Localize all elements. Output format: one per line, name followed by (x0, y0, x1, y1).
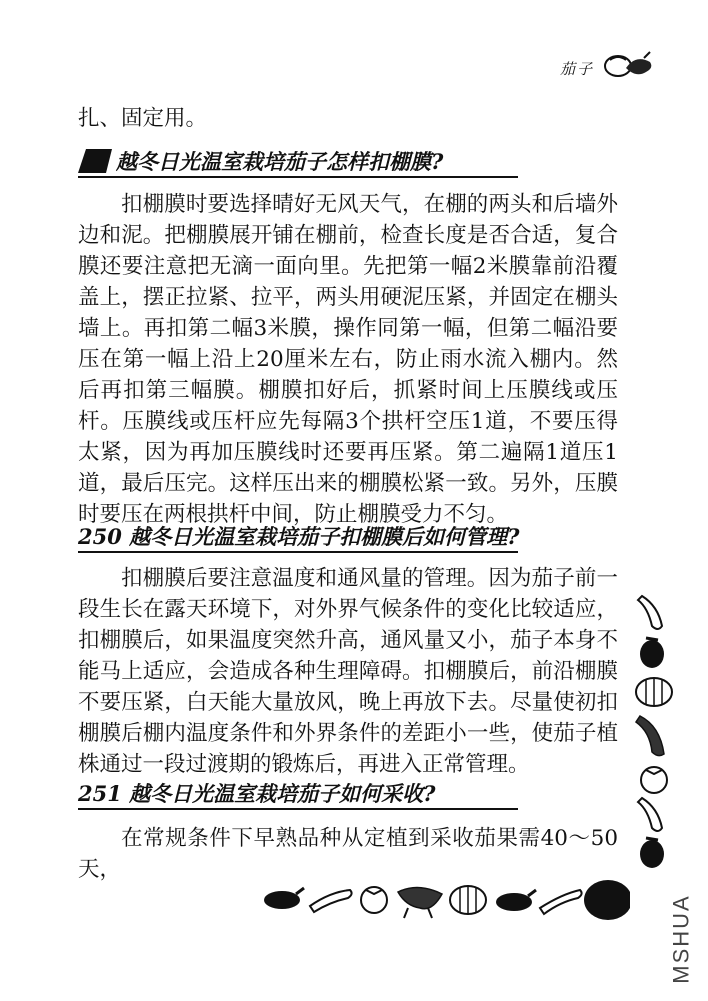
eggplant-icon (496, 890, 536, 911)
question-heading-249 (78, 146, 518, 178)
answer-paragraph-250: 扣棚膜后要注意温度和通风量的管理。因为茄子前一段生长在露天环境下，对外界气候条件的变化比较适应，扣棚膜后，如果温度突然升高，通风量又小，茄子本身不能马上适应，会造成各种生理障碍。扣棚膜后，前沿棚膜不要压紧，白天能大量放风，晚上再放下去。尽量使初扣棚膜后棚内温度条件和外界条件的差距小一些，使茄子植株通过一段过渡期的锻炼后，再进入正常管理。 (78, 566, 618, 777)
cucumber-icon (638, 596, 662, 629)
footer-vegetable-strip (262, 868, 630, 926)
question-title: 251 越冬日光温室栽培茄子如何采收? (78, 781, 436, 806)
pumpkin-icon (636, 678, 672, 706)
cucumber-icon (310, 890, 352, 912)
question-title: 250 越冬日光温室栽培茄子扣棚膜后如何管理? (78, 524, 520, 549)
eggplant-icon (640, 838, 664, 868)
question-heading-250 (78, 521, 518, 553)
cucumber-icon (638, 798, 662, 831)
paragraph-continuation: 扎、固定用。 (78, 106, 208, 131)
watermark (652, 884, 708, 994)
cucumber-icon (540, 890, 582, 914)
answer-paragraph-249: 扣棚膜时要选择晴好无风天气，在棚的两头和后墙外边和泥。把棚膜展开铺在棚前，检查长度是否合适，复合膜还要注意把无滴一面向里。先把第一幅2米膜靠前沿覆盖上，摆正拉紧、拉平，两头用硬泥压紧，并固定在棚头墙上。再扣第二幅3米膜，操作同第一幅，但第二幅沿要压在第一幅上沿上20厘米左右，防止雨水流入棚内。然后再扣第三幅膜。棚膜扣好后，抓紧时间上压膜线或压杆。压膜线或压杆应先每隔3个拱杆空压1道，不要压得太紧，因为再加压膜线时还要再压紧。第二遍隔1道压1道，最后压完。这样压出来的棚膜松紧一致。另外，压膜时要压在两根拱杆中间，防止棚膜受力不匀。 (78, 192, 618, 527)
eggplant-tomato-icon (598, 48, 654, 82)
question-number-block (78, 149, 112, 173)
bitter-melon-icon (398, 887, 442, 918)
pumpkin-icon (450, 886, 486, 914)
tomato-icon (641, 767, 667, 793)
question-title: 越冬日光温室栽培茄子怎样扣棚膜? (116, 149, 444, 174)
corner-ornament-icon (584, 880, 630, 920)
tomato-icon (361, 887, 387, 913)
watermark-text: MSHUA (669, 894, 695, 984)
running-header: 茄子 (560, 60, 595, 78)
eggplant-icon (640, 638, 664, 668)
answer-paragraph-251: 在常规条件下早熟品种从定植到采收茄果需40～50天， (78, 826, 618, 882)
question-heading-251 (78, 778, 518, 810)
margin-vegetable-strip (632, 592, 676, 872)
bitter-melon-icon (636, 716, 664, 756)
eggplant-icon (264, 888, 304, 909)
